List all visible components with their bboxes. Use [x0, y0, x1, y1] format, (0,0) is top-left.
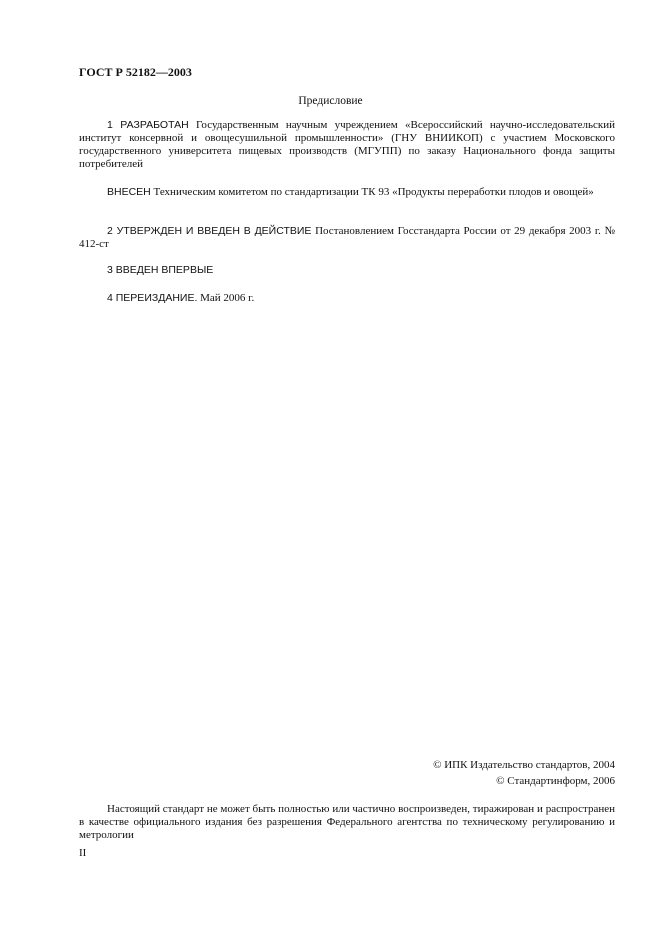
paragraph-approved — [79, 225, 615, 251]
paragraph-lead: ВНЕСЕН — [107, 186, 151, 198]
paragraph-text: Государственным научным учреждением «Всероссийский научно-исследовательский институт консервной и овощесушильной промышленности» (ГНУ ВНИИКОП) с участием Московского государственного университета пищевых производств (МГУПП) по заказу Национального фонда защиты потребителей — [79, 119, 615, 170]
preface-title: Предисловие — [298, 95, 363, 107]
paragraph-lead: 3 ВВЕДЕН ВПЕРВЫЕ — [107, 264, 214, 276]
paragraph-introduced — [79, 186, 615, 199]
paragraph-text: Техническим комитетом по стандартизации ТК 93 «Продукты переработки плодов и овощей» — [150, 186, 594, 198]
copyright-line: © Стандартинформ, 2006 — [496, 775, 615, 787]
reproduction-notice — [79, 803, 615, 842]
paragraph-text: Май 2006 г. — [197, 292, 255, 304]
document-code: ГОСТ Р 52182—2003 — [79, 65, 192, 79]
copyright-line: © ИПК Издательство стандартов, 2004 — [433, 759, 615, 771]
paragraph-lead: 1 РАЗРАБОТАН — [107, 119, 189, 131]
paragraph-lead: 2 УТВЕРЖДЕН И ВВЕДЕН В ДЕЙСТВИЕ — [107, 225, 312, 237]
notice-text: Настоящий стандарт не может быть полностью или частично воспроизведен, тиражирован и распространен в качестве официального издания без разрешения Федерального агентства по техническому регулированию и метрологии — [79, 803, 615, 841]
paragraph-reissue — [79, 292, 615, 305]
paragraph-first-introduced — [79, 264, 615, 277]
paragraph-text: Постановлением Госстандарта России от 29 декабря 2003 г. № 412-ст — [79, 225, 615, 250]
page-number: II — [79, 847, 87, 859]
paragraph-developed — [79, 119, 615, 171]
paragraph-lead: 4 ПЕРЕИЗДАНИЕ. — [107, 292, 198, 304]
